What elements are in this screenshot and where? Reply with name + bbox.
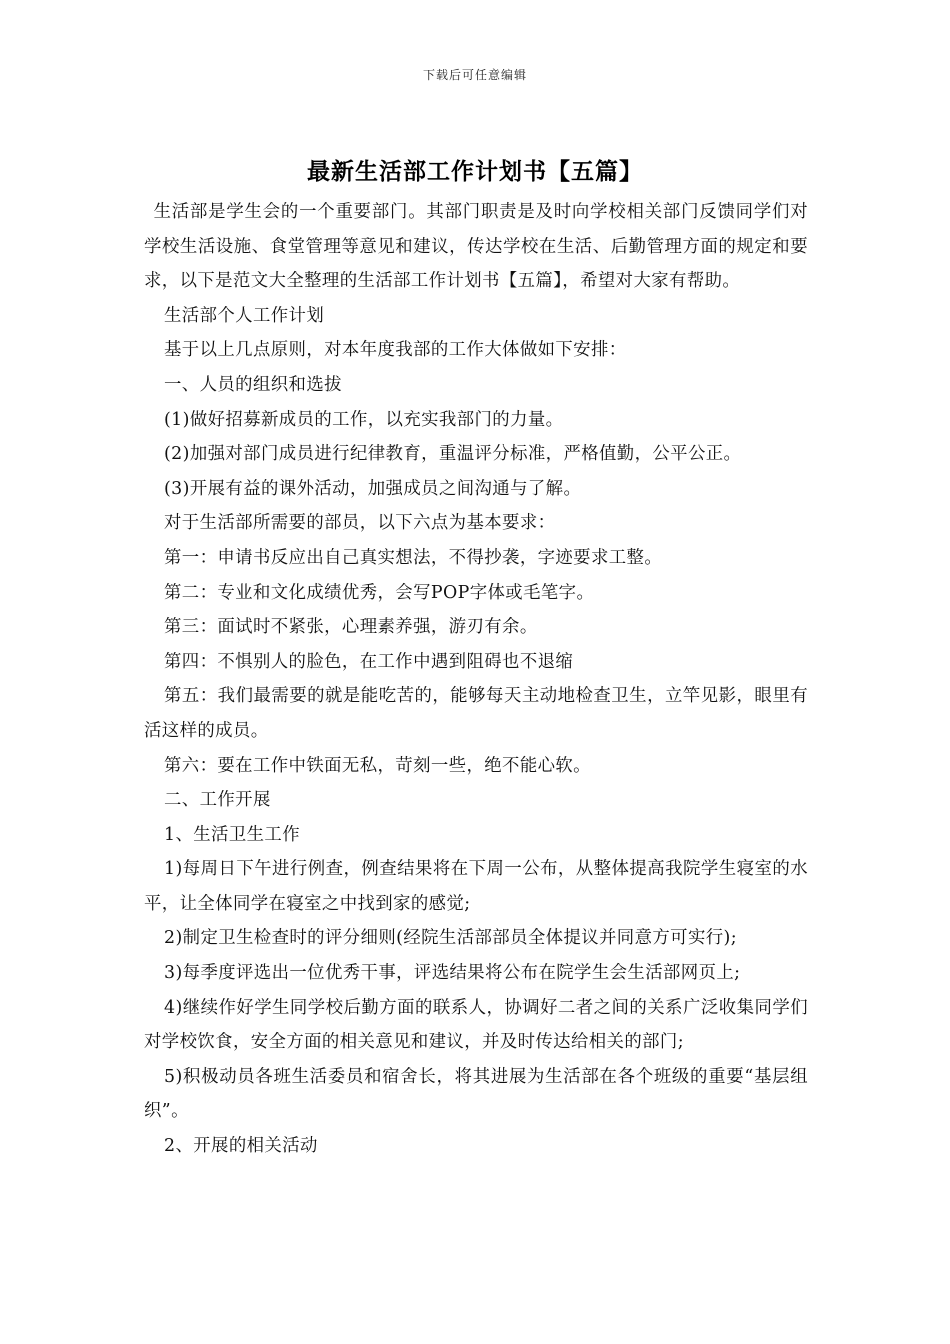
paragraph: 基于以上几点原则，对本年度我部的工作大体做如下安排： [164, 340, 627, 361]
list-item: 4)继续作好学生同学校后勤方面的联系人，协调好二者之间的关系广泛收集同学们对学校饮食，安全方面的相关意见和建议，并及时传达给相关的部门; [144, 997, 808, 1053]
header-note: 下载后可任意编辑 [422, 68, 527, 82]
subsection-heading: 1、生活卫生工作 [164, 824, 300, 845]
list-item: 2)制定卫生检查时的评分细则(经院生活部部员全体提议并同意方可实行); [164, 928, 737, 949]
list-item: 第三：面试时不紧张，心理素养强，游刃有余。 [164, 617, 538, 638]
section-heading: 生活部个人工作计划 [164, 305, 325, 326]
list-item: 第一：申请书反应出自己真实想法，不得抄袭，字迹要求工整。 [164, 547, 663, 568]
list-item: (1)做好招募新成员的工作，以充实我部门的力量。 [164, 409, 564, 430]
list-item: 第二：专业和文化成绩优秀，会写POP字体或毛笔字。 [164, 582, 595, 603]
paragraph: 对于生活部所需要的部员，以下六点为基本要求： [164, 513, 556, 534]
section-heading: 一、人员的组织和选拔 [164, 374, 342, 395]
list-item: 5)积极动员各班生活委员和宿舍长，将其进展为生活部在各个班级的重要“基层组织”。 [144, 1066, 808, 1122]
list-item: 3)每季度评选出一位优秀干事，评选结果将公布在院学生会生活部网页上; [164, 963, 741, 984]
list-item: 第六：要在工作中铁面无私，苛刻一些，绝不能心软。 [164, 755, 591, 776]
document-body [144, 195, 808, 1164]
section-heading: 二、工作开展 [164, 790, 271, 811]
list-item: 第四：不惧别人的脸色，在工作中遇到阻碍也不退缩 [164, 651, 574, 672]
list-item: (2)加强对部门成员进行纪律教育，重温评分标准，严格值勤，公平公正。 [164, 444, 742, 465]
list-item: 第五：我们最需要的就是能吃苦的，能够每天主动地检查卫生，立竿见影，眼里有活这样的成员。 [144, 686, 808, 741]
intro-paragraph: 生活部是学生会的一个重要部门。其部门职责是及时向学校相关部门反馈同学们对学校生活设施、食堂管理等意见和建议，传达学校在生活、后勤管理方面的规定和要求，以下是范文大全整理的生活部工作计划书【五篇】，希望对大家有帮助。 [144, 202, 808, 292]
subsection-heading: 2、开展的相关活动 [164, 1136, 318, 1157]
list-item: (3)开展有益的课外活动，加强成员之间沟通与了解。 [164, 478, 582, 499]
list-item: 1)每周日下午进行例查，例查结果将在下周一公布，从整体提高我院学生寝室的水平，让全体同学在寝室之中找到家的感觉; [144, 859, 808, 914]
document-title: 最新生活部工作计划书【五篇】 [307, 158, 643, 185]
